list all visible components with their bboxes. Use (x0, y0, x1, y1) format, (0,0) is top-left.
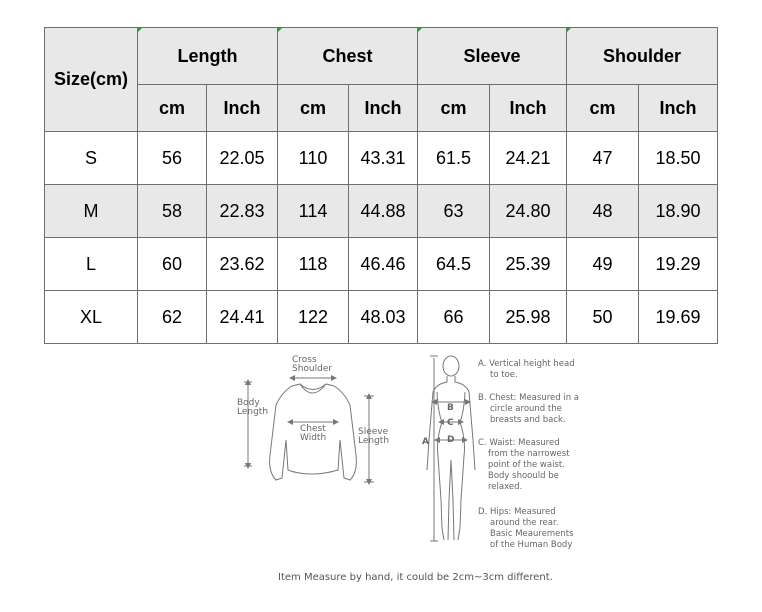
note-c: point of the waist. (488, 460, 565, 470)
chest-width-label: Width (300, 433, 327, 443)
note-d: Basic Meaurements (490, 529, 574, 539)
marker-d: D (447, 435, 455, 445)
table-cell: 118 (278, 238, 349, 291)
table-cell: 22.05 (207, 132, 278, 185)
unit-header: cm (138, 85, 207, 132)
table-cell: 19.29 (639, 238, 718, 291)
table-cell: 22.83 (207, 185, 278, 238)
note-b: breasts and back. (490, 415, 566, 425)
table-cell: 66 (418, 291, 490, 344)
table-cell: 23.62 (207, 238, 278, 291)
table-cell: 110 (278, 132, 349, 185)
table-cell: 58 (138, 185, 207, 238)
size-cell: M (45, 185, 138, 238)
table-cell: 25.98 (490, 291, 567, 344)
table-cell: 18.90 (639, 185, 718, 238)
group-header-length: Length (138, 28, 278, 85)
chest-width-label: Chest (300, 424, 326, 434)
marker-c: C (447, 418, 454, 428)
measurement-notes (478, 359, 579, 550)
table-cell: 60 (138, 238, 207, 291)
note-a: A. Vertical height head (478, 359, 575, 369)
note-b: circle around the (490, 404, 562, 414)
cross-shoulder-label: Shoulder (292, 364, 333, 374)
table-cell: 49 (567, 238, 639, 291)
table-cell: 61.5 (418, 132, 490, 185)
unit-header: Inch (349, 85, 418, 132)
note-d: D. Hips: Measured (478, 507, 556, 517)
table-cell: 48.03 (349, 291, 418, 344)
table-cell: 25.39 (490, 238, 567, 291)
note-c: C. Waist: Measured (478, 438, 560, 448)
size-cell: XL (45, 291, 138, 344)
unit-header: cm (567, 85, 639, 132)
table-cell: 44.88 (349, 185, 418, 238)
marker-a: A (422, 437, 429, 447)
group-header-sleeve: Sleeve (418, 28, 567, 85)
head-shape (443, 356, 459, 376)
marker-b: B (447, 403, 454, 413)
table-cell: 48 (567, 185, 639, 238)
note-a: to toe. (490, 370, 518, 380)
table-cell: 18.50 (639, 132, 718, 185)
body-length-label: Length (237, 407, 269, 417)
unit-header: Inch (207, 85, 278, 132)
table-cell: 24.80 (490, 185, 567, 238)
table-cell: 114 (278, 185, 349, 238)
table-cell: 47 (567, 132, 639, 185)
sleeve-length-label: Sleeve (358, 427, 389, 437)
table-cell: 19.69 (639, 291, 718, 344)
table-cell: 50 (567, 291, 639, 344)
note-c: relaxed. (488, 482, 523, 492)
table-cell: 56 (138, 132, 207, 185)
corner-header: Size(cm) (45, 28, 138, 132)
unit-header: cm (418, 85, 490, 132)
table-cell: 43.31 (349, 132, 418, 185)
unit-header: cm (278, 85, 349, 132)
human-body-diagram (427, 356, 475, 541)
size-cell: L (45, 238, 138, 291)
table-cell: 64.5 (418, 238, 490, 291)
note-c: from the narrowest (488, 449, 570, 459)
body-length-label: Body (237, 398, 260, 408)
group-header-chest: Chest (278, 28, 418, 85)
note-d: of the Human Body (490, 540, 573, 550)
sleeve-length-label: Length (358, 436, 390, 446)
table-cell: 46.46 (349, 238, 418, 291)
unit-header: Inch (490, 85, 567, 132)
table-cell: 122 (278, 291, 349, 344)
table-cell: 63 (418, 185, 490, 238)
table-cell: 62 (138, 291, 207, 344)
table-cell: 24.41 (207, 291, 278, 344)
table-cell: 24.21 (490, 132, 567, 185)
note-d: around the rear. (490, 518, 559, 528)
note-b: B. Chest: Measured in a (478, 393, 579, 403)
cross-shoulder-label: Cross (292, 355, 317, 365)
measure-disclaimer: Item Measure by hand, it could be 2cm~3cm different. (278, 572, 553, 583)
note-c: Body shoould be (488, 471, 559, 481)
unit-header: Inch (639, 85, 718, 132)
group-header-shoulder: Shoulder (567, 28, 718, 85)
size-cell: S (45, 132, 138, 185)
